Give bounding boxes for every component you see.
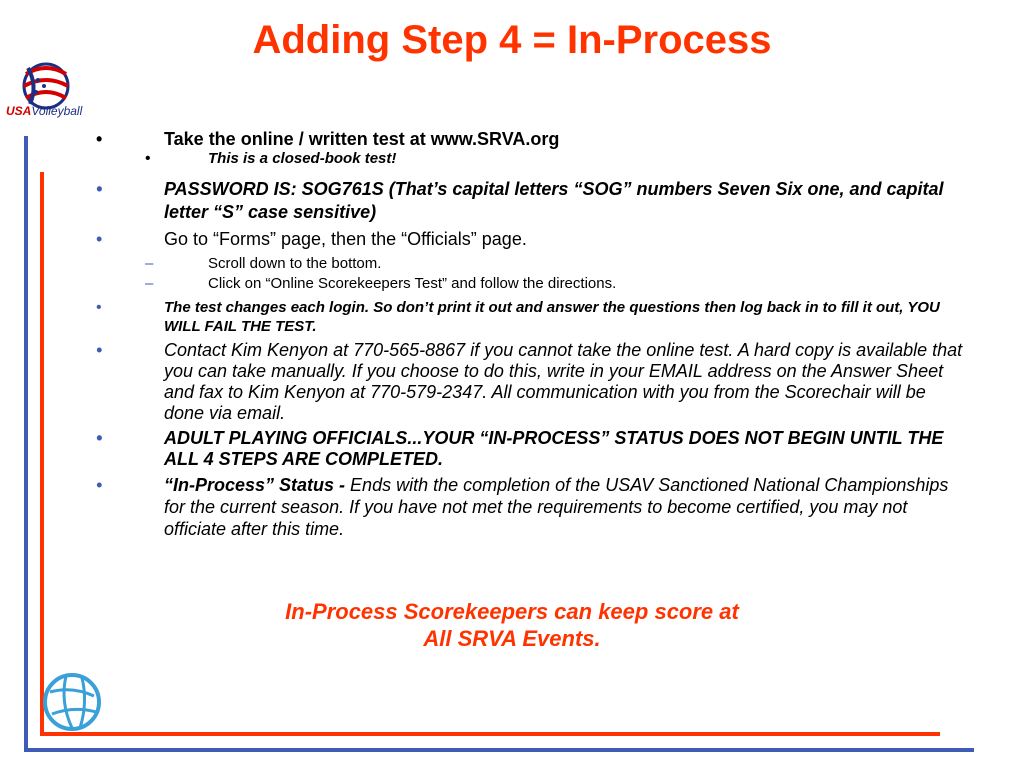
logo-text-usa: USA <box>6 104 32 118</box>
bullet-text: Take the online / written test at www.SRVA.org <box>164 129 560 149</box>
bullet-text: PASSWORD IS: SOG761S (That’s capital letters “SOG” numbers Seven Six one, and capital letter “S” case sensitive) <box>164 179 944 222</box>
bullet-list <box>0 128 1024 540</box>
closing-statement <box>0 598 1024 652</box>
list-item <box>0 298 1024 336</box>
bullet-dash-icon: – <box>145 275 154 292</box>
list-item <box>0 474 1024 540</box>
logo-wordmark <box>6 104 82 118</box>
bullet-dot-icon: • <box>145 150 151 167</box>
list-item <box>0 428 1024 470</box>
frame-horizontal-orange <box>40 732 940 736</box>
bullet-dot-icon: • <box>96 299 102 316</box>
bullet-text: The test changes each login. So don’t print it out and answer the questions then log back in to fill it out, YOU WILL FAIL THE TEST. <box>164 299 940 335</box>
status-label: “In-Process” Status - <box>164 475 351 495</box>
slide-title: Adding Step 4 = In-Process <box>252 18 772 62</box>
bullet-text: ADULT PLAYING OFFICIALS...YOUR “IN-PROCESS” STATUS DOES NOT BEGIN UNTIL THE ALL 4 STEPS ARE COMPLETED. <box>164 428 944 469</box>
list-item <box>0 150 1024 168</box>
list-item <box>0 128 1024 150</box>
logo-text-volleyball: Volleyball <box>31 104 83 118</box>
closing-line-1: In-Process Scorekeepers can keep score at <box>285 599 739 624</box>
bullet-dot-icon: • <box>96 129 103 149</box>
closing-line-2: All SRVA Events. <box>423 626 601 651</box>
bullet-text: Go to “Forms” page, then the “Officials” page. <box>164 229 527 249</box>
bullet-text: This is a closed-book test! <box>208 150 397 167</box>
bullet-text: Contact Kim Kenyon at 770-565-8867 if you cannot take the online test. A hard copy is available that you can take manually. If you choose to do this, write in your EMAIL address on the Answer Sheet and fax to Kim Kenyon at 770-579-2347. All communication with you from the Scorechair will be done via email. <box>164 340 963 423</box>
bullet-text: Scroll down to the bottom. <box>208 255 382 272</box>
bullet-dash-icon: – <box>145 255 154 272</box>
bullet-dot-icon: • <box>96 475 103 495</box>
bullet-text: Ends with the completion of the USAV Sanctioned National Championships for the current season. If you have not met the requirements to become certified, you may not officiate after this time. <box>164 475 949 539</box>
frame-horizontal-blue <box>24 748 974 752</box>
bullet-dot-icon: • <box>96 340 103 360</box>
volleyball-icon <box>42 672 102 732</box>
bullet-dot-icon: • <box>96 428 103 448</box>
bullet-dot-icon: • <box>96 179 103 199</box>
list-item <box>0 228 1024 250</box>
bullet-dot-icon: • <box>96 229 103 249</box>
list-item <box>0 178 1024 224</box>
list-item <box>0 340 1024 424</box>
list-item <box>0 254 1024 274</box>
bullet-text: Click on “Online Scorekeepers Test” and follow the directions. <box>208 275 617 292</box>
list-item <box>0 274 1024 294</box>
